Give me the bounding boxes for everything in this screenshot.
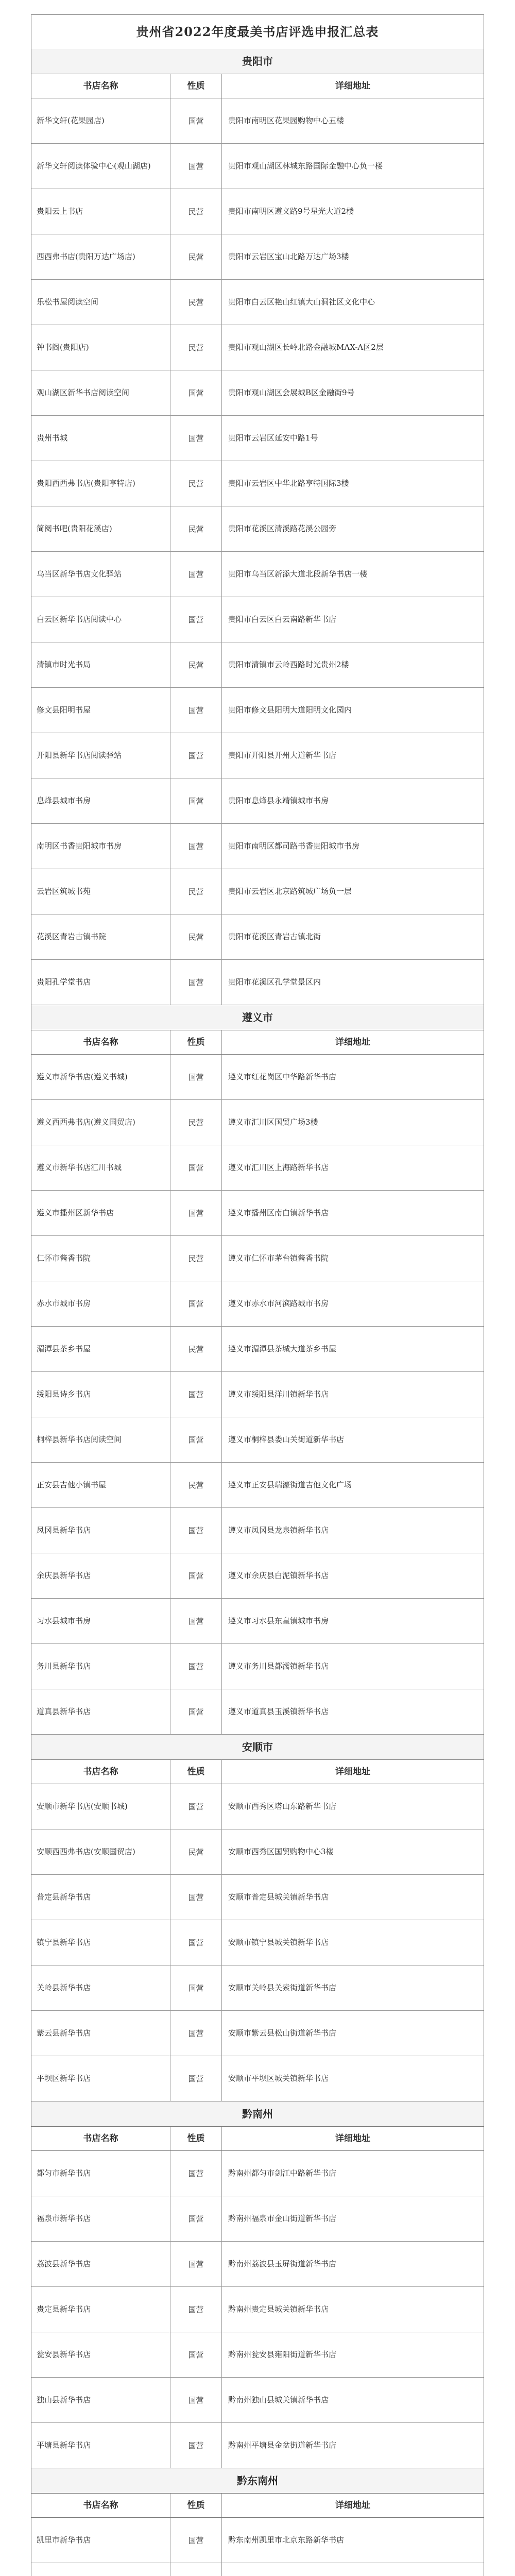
header-name: 书店名称 <box>31 1030 170 1054</box>
store-type: 国营 <box>170 688 222 733</box>
store-type: 国营 <box>170 1055 222 1099</box>
store-address: 贵阳市白云区艳山红镇大山洞社区文化中心 <box>228 297 375 307</box>
store-type: 民营 <box>170 1829 222 1874</box>
table-row <box>31 642 484 688</box>
store-address: 安顺市关岭县关索街道新华书店 <box>228 1983 337 1992</box>
store-address: 遵义市凤冈县龙泉镇新华书店 <box>228 1526 329 1535</box>
store-name: 瓮安县新华书店 <box>31 2332 170 2377</box>
store-address: 贵阳市修文县阳明大道阳明文化园内 <box>228 705 352 715</box>
store-type: 民营 <box>170 325 222 370</box>
table-row <box>31 461 484 506</box>
store-type: 国营 <box>170 960 222 1005</box>
store-type: 国营 <box>170 1191 222 1235</box>
store-type: 国营 <box>170 370 222 415</box>
store-type: 国营 <box>170 2242 222 2286</box>
table-row <box>31 144 484 189</box>
table-row <box>31 733 484 778</box>
store-name: 贵州书城 <box>31 416 170 461</box>
store-address: 贵阳市云岩区宝山北路万达广场3楼 <box>228 252 349 261</box>
store-type: 国营 <box>170 733 222 778</box>
store-type: 民营 <box>170 280 222 325</box>
store-address: 贵阳市观山湖区会展城B区金融街9号 <box>228 388 355 397</box>
table-row <box>31 1327 484 1372</box>
store-name: 荔波县新华书店 <box>31 2242 170 2286</box>
store-name: 余庆县新华书店 <box>31 1553 170 1598</box>
table-row <box>31 1372 484 1417</box>
city-band: 安顺市 <box>31 1735 484 1760</box>
table-row <box>31 2287 484 2332</box>
store-type: 国营 <box>170 2151 222 2196</box>
column-header-row <box>31 74 484 98</box>
table-row <box>31 2242 484 2287</box>
table-row <box>31 597 484 642</box>
header-name: 书店名称 <box>31 2127 170 2150</box>
store-name: 乐松书屋阅读空间 <box>31 280 170 325</box>
header-address: 详细地址 <box>335 2133 370 2144</box>
store-name: 务川县新华书店 <box>31 1644 170 1689</box>
store-type: 民营 <box>170 1100 222 1145</box>
store-name: 习水县城市书房 <box>31 1599 170 1643</box>
header-type: 性质 <box>170 1030 222 1054</box>
store-name: 贵阳西西弗书店(贵阳亨特店) <box>31 461 170 506</box>
table-row <box>31 1689 484 1735</box>
store-name: 清镇市时光书局 <box>31 642 170 687</box>
store-address: 遵义市播州区南白镇新华书店 <box>228 1208 329 1217</box>
store-address: 贵阳市乌当区新添大道北段新华书店一楼 <box>228 569 368 579</box>
table-row <box>31 869 484 914</box>
store-type: 国营 <box>170 1920 222 1965</box>
store-name: 安顺西西弗书店(安顺国贸店) <box>31 1829 170 1874</box>
store-address: 遵义市道真县玉溪镇新华书店 <box>228 1707 329 1716</box>
store-name: 仁怀市酱香书院 <box>31 1236 170 1281</box>
store-name: 乌当区新华书店文化驿站 <box>31 552 170 597</box>
store-address: 贵阳市花溪区孔学堂景区内 <box>228 977 321 987</box>
store-type: 国营 <box>170 1875 222 1920</box>
store-name: 正安县吉他小镇书屋 <box>31 1463 170 1507</box>
store-name: 桐梓县新华书店阅读空间 <box>31 1417 170 1462</box>
store-type: 国营 <box>170 778 222 823</box>
store-type: 国营 <box>170 416 222 461</box>
store-address: 遵义市红花岗区中华路新华书店 <box>228 1072 337 1081</box>
table-row <box>31 1417 484 1463</box>
store-type: 国营 <box>170 1553 222 1598</box>
store-name: 简阅书吧(贵阳花溪店) <box>31 506 170 551</box>
table-row <box>31 824 484 869</box>
document-title: 贵州省2022年度最美书店评选申报汇总表 <box>31 15 484 49</box>
column-header-row <box>31 1030 484 1055</box>
store-name: 新华文轩阅读体验中心(观山湖店) <box>31 144 170 189</box>
city-band: 黔东南州 <box>31 2468 484 2494</box>
store-type: 国营 <box>170 824 222 869</box>
store-name: 云岩区筑城书苑 <box>31 869 170 914</box>
store-type: 国营 <box>170 2056 222 2101</box>
store-address: 贵阳市花溪区清溪路花溪公园旁 <box>228 524 337 533</box>
store-address: 安顺市西秀区国贸购物中心3楼 <box>228 1847 334 1856</box>
table-row <box>31 2563 484 2576</box>
store-address: 黔南州独山县城关镇新华书店 <box>228 2395 329 2404</box>
header-type: 性质 <box>170 2494 222 2517</box>
store-name: 独山县新华书店 <box>31 2378 170 2422</box>
store-name <box>31 2563 170 2576</box>
store-name: 花溪区青岩古镇书院 <box>31 914 170 959</box>
store-name: 都匀市新华书店 <box>31 2151 170 2196</box>
store-address: 黔南州都匀市剑江中路新华书店 <box>228 2168 337 2178</box>
store-name: 紫云县新华书店 <box>31 2011 170 2056</box>
store-type: 国营 <box>170 144 222 189</box>
city-band: 贵阳市 <box>31 49 484 74</box>
store-name: 观山湖区新华书店阅读空间 <box>31 370 170 415</box>
store-address: 贵阳市云岩区延安中路1号 <box>228 433 318 443</box>
table-body <box>31 49 484 2576</box>
store-type: 国营 <box>170 1417 222 1462</box>
store-name: 凤冈县新华书店 <box>31 1508 170 1553</box>
store-type: 民营 <box>170 869 222 914</box>
store-type: 国营 <box>170 1372 222 1417</box>
store-type: 国营 <box>170 2423 222 2468</box>
header-address: 详细地址 <box>335 2500 370 2511</box>
store-address: 安顺市西秀区塔山东路新华书店 <box>228 1802 337 1811</box>
store-type: 国营 <box>170 2378 222 2422</box>
column-header-row <box>31 2494 484 2518</box>
store-address: 遵义市务川县都濡镇新华书店 <box>228 1662 329 1671</box>
store-address <box>222 2563 484 2576</box>
store-address: 黔东南州凯里市北京东路新华书店 <box>228 2535 345 2545</box>
table-row <box>31 1055 484 1100</box>
table-row <box>31 1191 484 1236</box>
store-address: 贵阳市南明区花果园购物中心五楼 <box>228 116 345 125</box>
table-row <box>31 370 484 416</box>
store-name: 普定县新华书店 <box>31 1875 170 1920</box>
city-band: 黔南州 <box>31 2102 484 2127</box>
header-name: 书店名称 <box>31 1760 170 1784</box>
header-name: 书店名称 <box>31 2494 170 2517</box>
table-row <box>31 778 484 824</box>
store-type: 民营 <box>170 642 222 687</box>
store-address: 贵阳市云岩区北京路筑城广场负一层 <box>228 887 352 896</box>
table-row <box>31 1100 484 1145</box>
table-row <box>31 1644 484 1689</box>
header-address: 详细地址 <box>335 1766 370 1777</box>
store-name: 贵定县新华书店 <box>31 2287 170 2332</box>
store-name: 赤水市城市书房 <box>31 1281 170 1326</box>
store-name: 福泉市新华书店 <box>31 2196 170 2241</box>
table-row <box>31 2423 484 2468</box>
store-address: 遵义市汇川区国贸广场3楼 <box>228 1117 318 1127</box>
table-row <box>31 234 484 280</box>
store-address: 遵义市正安县瑞濠街道吉他文化广场 <box>228 1480 352 1489</box>
store-type: 国营 <box>170 2287 222 2332</box>
table-row <box>31 280 484 325</box>
table-row <box>31 1965 484 2011</box>
store-address: 贵阳市花溪区青岩古镇北街 <box>228 932 321 941</box>
store-type: 民营 <box>170 506 222 551</box>
store-name: 新华文轩(花果园店) <box>31 98 170 143</box>
store-type: 国营 <box>170 1965 222 2010</box>
table-row <box>31 1281 484 1327</box>
table-row <box>31 1829 484 1875</box>
table-row <box>31 189 484 234</box>
store-type: 民营 <box>170 914 222 959</box>
table-row <box>31 2332 484 2378</box>
store-address: 安顺市镇宁县城关镇新华书店 <box>228 1938 329 1947</box>
table-row <box>31 2011 484 2056</box>
store-name: 遵义西西弗书店(遵义国贸店) <box>31 1100 170 1145</box>
table-row <box>31 1553 484 1599</box>
store-address: 贵阳市南明区都司路书香贵阳城市书房 <box>228 841 360 851</box>
column-header-row <box>31 1760 484 1784</box>
table-row <box>31 2151 484 2196</box>
store-type: 民营 <box>170 1327 222 1371</box>
store-address: 贵阳市开阳县开州大道新华书店 <box>228 751 337 760</box>
store-type: 国营 <box>170 597 222 642</box>
store-name: 贵阳孔学堂书店 <box>31 960 170 1005</box>
store-name: 平塘县新华书店 <box>31 2423 170 2468</box>
table-row <box>31 914 484 960</box>
store-address: 贵阳市南明区遵义路9号星光大道2楼 <box>228 207 354 216</box>
column-header-row <box>31 2127 484 2151</box>
store-address: 遵义市赤水市河滨路城市书房 <box>228 1299 329 1308</box>
store-address: 黔南州平塘县金盆街道新华书店 <box>228 2441 337 2450</box>
store-address: 黔南州瓮安县雍阳街道新华书店 <box>228 2350 337 2359</box>
store-type: 国营 <box>170 1508 222 1553</box>
header-type: 性质 <box>170 1760 222 1784</box>
table-row <box>31 416 484 461</box>
table-row <box>31 1920 484 1965</box>
table-row <box>31 98 484 144</box>
store-name: 西西弗书店(贵阳万达广场店) <box>31 234 170 279</box>
store-type: 国营 <box>170 2196 222 2241</box>
store-name: 凯里市新华书店 <box>31 2518 170 2563</box>
table-row <box>31 1599 484 1644</box>
store-type: 国营 <box>170 1145 222 1190</box>
table-row <box>31 1875 484 1920</box>
store-name: 绥阳县诗乡书店 <box>31 1372 170 1417</box>
store-address: 贵阳市观山湖区林城东路国际金融中心负一楼 <box>228 161 383 171</box>
store-type: 国营 <box>170 1689 222 1734</box>
store-name: 白云区新华书店阅读中心 <box>31 597 170 642</box>
store-address: 贵阳市云岩区中华北路亨特国际3楼 <box>228 479 349 488</box>
header-address: 详细地址 <box>335 80 370 91</box>
store-type: 民营 <box>170 189 222 234</box>
store-address: 遵义市余庆县白泥镇新华书店 <box>228 1571 329 1580</box>
store-address: 遵义市绥阳县洋川镇新华书店 <box>228 1389 329 1399</box>
store-name: 息烽县城市书房 <box>31 778 170 823</box>
store-type: 国营 <box>170 1644 222 1689</box>
store-name: 遵义市新华书店(遵义书城) <box>31 1055 170 1099</box>
store-address: 黔南州贵定县城关镇新华书店 <box>228 2304 329 2314</box>
header-name: 书店名称 <box>31 74 170 98</box>
store-type: 国营 <box>170 1281 222 1326</box>
store-address: 遵义市桐梓县娄山关街道新华书店 <box>228 1435 345 1444</box>
store-type <box>170 2563 222 2576</box>
table-row <box>31 2378 484 2423</box>
store-name: 湄潭县茶乡书屋 <box>31 1327 170 1371</box>
table-row <box>31 506 484 552</box>
store-type: 国营 <box>170 1784 222 1829</box>
store-address: 贵阳市观山湖区长岭北路金融城MAX-A区2层 <box>228 343 384 352</box>
table-row <box>31 1784 484 1829</box>
header-type: 性质 <box>170 74 222 98</box>
summary-table <box>31 14 484 2576</box>
store-name: 安顺市新华书店(安顺书城) <box>31 1784 170 1829</box>
table-row <box>31 552 484 597</box>
city-band: 遵义市 <box>31 1005 484 1030</box>
header-type: 性质 <box>170 2127 222 2150</box>
table-row <box>31 1145 484 1191</box>
table-row <box>31 2056 484 2102</box>
store-type: 国营 <box>170 2518 222 2563</box>
store-name: 钟书阁(贵阳店) <box>31 325 170 370</box>
store-address: 贵阳市白云区白云南路新华书店 <box>228 615 337 624</box>
store-type: 国营 <box>170 1599 222 1643</box>
store-name: 贵阳云上书店 <box>31 189 170 234</box>
store-name: 开阳县新华书店阅读驿站 <box>31 733 170 778</box>
table-row <box>31 688 484 733</box>
store-address: 遵义市仁怀市茅台镇酱香书院 <box>228 1253 329 1263</box>
store-type: 国营 <box>170 98 222 143</box>
store-name: 遵义市播州区新华书店 <box>31 1191 170 1235</box>
store-type: 国营 <box>170 2011 222 2056</box>
table-row <box>31 960 484 1005</box>
store-type: 民营 <box>170 461 222 506</box>
table-row <box>31 1463 484 1508</box>
store-type: 国营 <box>170 2332 222 2377</box>
table-row <box>31 1236 484 1281</box>
store-address: 遵义市湄潭县茶城大道茶乡书屋 <box>228 1344 337 1353</box>
store-address: 贵阳市息烽县永靖镇城市书房 <box>228 796 329 805</box>
store-address: 贵阳市清镇市云岭西路时光贵州2楼 <box>228 660 349 669</box>
store-address: 黔南州荔波县玉屏街道新华书店 <box>228 2259 337 2268</box>
store-type: 民营 <box>170 1236 222 1281</box>
store-type: 国营 <box>170 552 222 597</box>
table-row <box>31 2518 484 2563</box>
store-address: 黔南州福泉市金山街道新华书店 <box>228 2214 337 2223</box>
store-name: 关岭县新华书店 <box>31 1965 170 2010</box>
store-name: 道真县新华书店 <box>31 1689 170 1734</box>
store-name: 平坝区新华书店 <box>31 2056 170 2101</box>
store-name: 修文县阳明书屋 <box>31 688 170 733</box>
table-row <box>31 325 484 370</box>
store-name: 遵义市新华书店汇川书城 <box>31 1145 170 1190</box>
table-row <box>31 1508 484 1553</box>
store-address: 遵义市汇川区上海路新华书店 <box>228 1163 329 1172</box>
store-type: 民营 <box>170 234 222 279</box>
store-address: 安顺市紫云县松山街道新华书店 <box>228 2028 337 2038</box>
store-address: 遵义市习水县东皇镇城市书房 <box>228 1616 329 1625</box>
store-name: 镇宁县新华书店 <box>31 1920 170 1965</box>
store-address: 安顺市平坝区城关镇新华书店 <box>228 2074 329 2083</box>
store-name: 南明区书香贵阳城市书房 <box>31 824 170 869</box>
store-type: 民营 <box>170 1463 222 1507</box>
store-address: 安顺市普定县城关镇新华书店 <box>228 1892 329 1902</box>
table-row <box>31 2196 484 2242</box>
header-address: 详细地址 <box>335 1037 370 1047</box>
